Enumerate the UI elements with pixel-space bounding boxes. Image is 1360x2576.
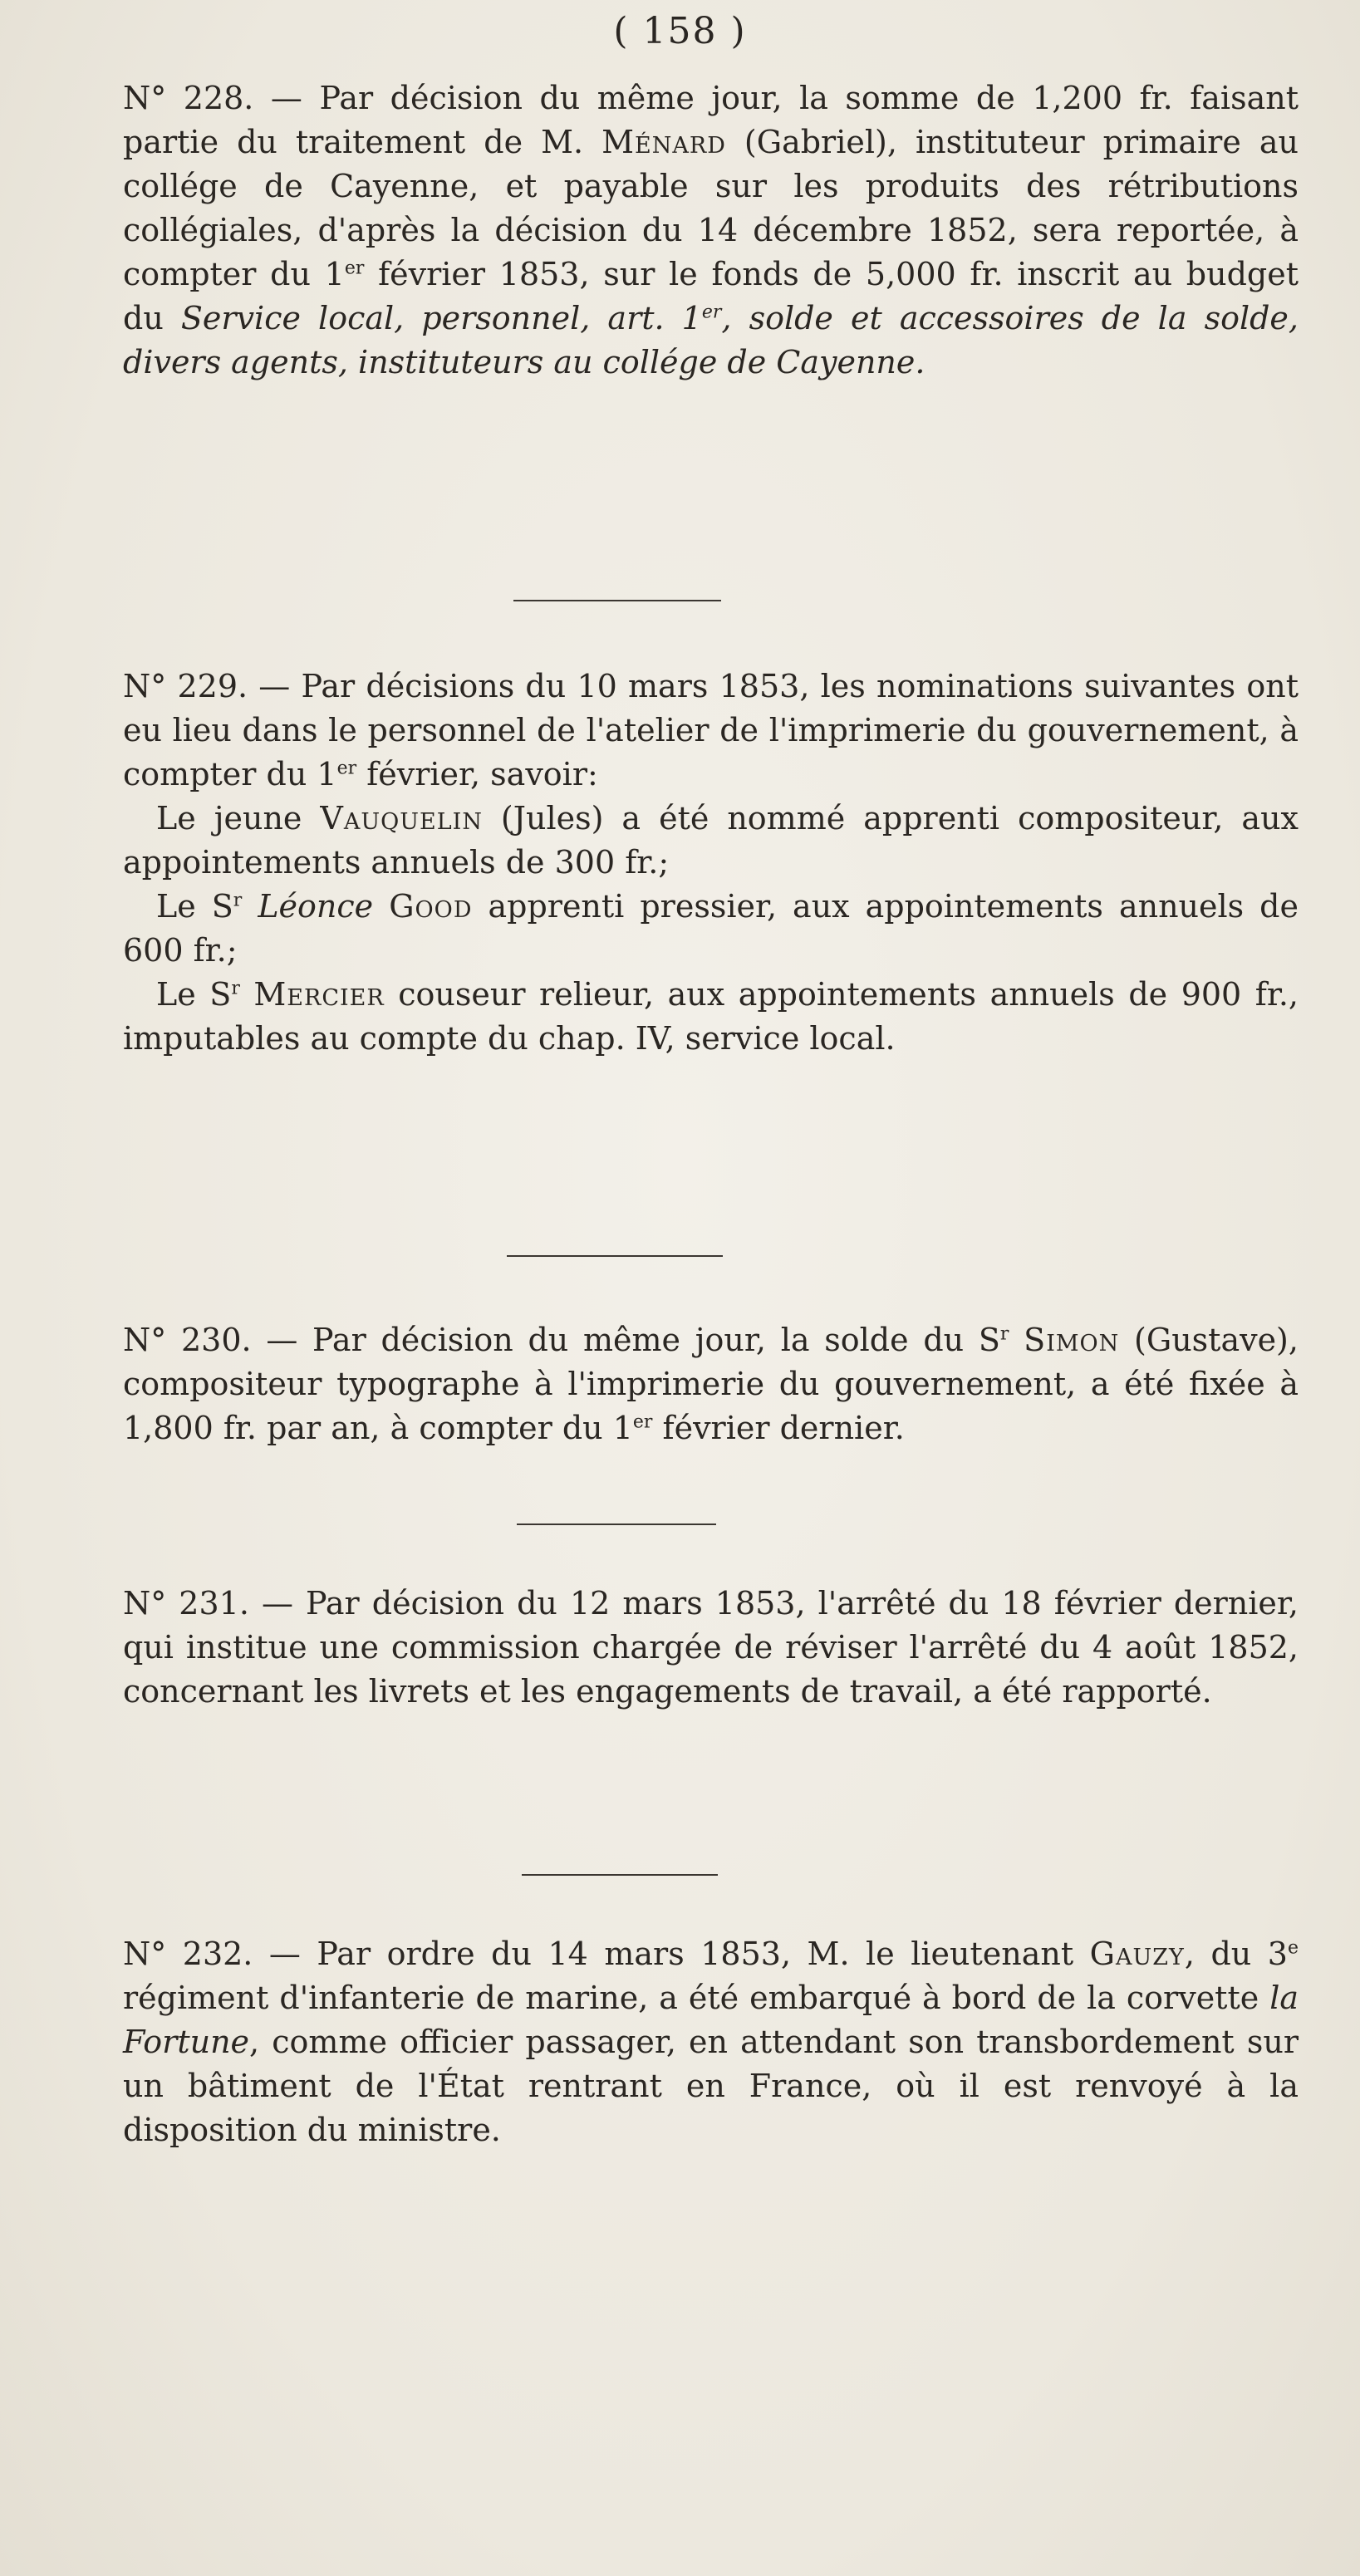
entry-paragraph xyxy=(123,1932,1299,2152)
entry-number: N° 232. — xyxy=(123,1936,301,1972)
entry-232 xyxy=(123,1932,1299,2152)
entry-text: , du 3 xyxy=(1184,1936,1288,1972)
entry-text: février, savoir: xyxy=(356,756,598,792)
nomination-item xyxy=(123,885,1299,973)
person-name: Good xyxy=(389,888,473,925)
nomination-item xyxy=(123,973,1299,1061)
superscript: r xyxy=(231,978,240,999)
superscript: er xyxy=(336,758,357,779)
superscript: er xyxy=(344,258,365,279)
superscript: er xyxy=(632,1411,653,1433)
entry-231 xyxy=(123,1582,1299,1714)
separator-rule xyxy=(513,600,721,601)
entry-text: février dernier. xyxy=(652,1410,905,1446)
entry-text: Par ordre du 14 mars 1853, M. le lieutenant xyxy=(300,1936,1090,1972)
budget-heading: Service local, personnel, art. 1 xyxy=(180,300,702,336)
separator-rule xyxy=(507,1255,723,1257)
nomination-item xyxy=(123,797,1299,885)
person-name: Ménard xyxy=(601,124,726,160)
entry-paragraph xyxy=(123,665,1299,797)
entry-number: N° 231. — xyxy=(123,1585,293,1622)
entry-paragraph xyxy=(123,76,1299,385)
entry-text: Par décisions du 10 mars 1853, les nominations suivantes ont eu lieu dans le personnel de l'atelier de l'imprimerie du gouvernement, à compter du 1 xyxy=(123,668,1299,792)
entry-230 xyxy=(123,1318,1299,1450)
superscript: r xyxy=(233,890,243,911)
entry-text: (Gustave), compositeur typographe à l'imprimerie du gouvernement, a été fixée à 1,800 fr. par an, à compter du 1 xyxy=(123,1322,1299,1446)
entry-text: Par décision du même jour, la somme de 1,200 fr. faisant partie du traitement de M. xyxy=(123,80,1299,160)
ship-name: la Fortune xyxy=(123,1980,1299,2060)
entry-text: (Gabriel), instituteur primaire au collége de Cayenne, et payable sur les produits des rétributions collégiales, d'après la décision du 14 décembre 1852, sera reportée, à compter du 1 xyxy=(123,124,1299,292)
person-name: Vauquelin xyxy=(320,800,483,837)
separator-rule xyxy=(522,1874,718,1876)
person-name: Mercier xyxy=(253,976,385,1013)
separator-rule xyxy=(517,1524,716,1525)
budget-heading: , solde et accessoires de la solde, divers agents, instituteurs au collége de Cayenne. xyxy=(123,300,1299,380)
entry-paragraph xyxy=(123,1582,1299,1714)
entry-text: régiment d'infanterie de marine, a été embarqué à bord de la corvette xyxy=(123,1980,1270,2016)
entry-text: Le S xyxy=(156,976,232,1013)
person-name: Gauzy xyxy=(1089,1936,1185,1972)
page-number: ( 158 ) xyxy=(613,10,747,52)
superscript: e xyxy=(1287,1937,1299,1959)
entry-text: couseur relieur, aux appointements annuels de 900 fr., imputables au compte du chap. IV, service local. xyxy=(123,976,1299,1057)
person-name: Simon xyxy=(1024,1322,1120,1358)
entry-paragraph xyxy=(123,1318,1299,1450)
entry-text: Par décision du même jour, la solde du S xyxy=(297,1322,1000,1358)
entry-text: apprenti pressier, aux appointements annuels de 600 fr.; xyxy=(123,888,1299,969)
entry-229 xyxy=(123,665,1299,1061)
first-name: Léonce xyxy=(258,888,374,925)
entry-text: Par décision du 12 mars 1853, l'arrêté du 18 février dernier, qui institue une commission chargée de réviser l'arrêté du 4 août 1852, concernant les livrets et les engagements de travail, a été rapporté. xyxy=(123,1585,1299,1710)
entry-228 xyxy=(123,76,1299,385)
entry-text: (Jules) a été nommé apprenti compositeur, aux appointements annuels de 300 fr.; xyxy=(123,800,1299,881)
entry-text: février 1853, sur le fonds de 5,000 fr. inscrit au budget du xyxy=(123,256,1299,336)
superscript: er xyxy=(701,302,722,323)
entry-number: N° 228. — xyxy=(123,80,302,116)
entry-text: , comme officier passager, en attendant son transbordement sur un bâtiment de l'État rentrant en France, où il est renvoyé à la disposition du ministre. xyxy=(123,2024,1299,2148)
entry-number: N° 230. — xyxy=(123,1322,298,1358)
entry-text: Le jeune xyxy=(156,800,321,837)
entry-text: Le S xyxy=(156,888,233,925)
superscript: r xyxy=(999,1323,1009,1345)
entry-number: N° 229. — xyxy=(123,668,291,704)
